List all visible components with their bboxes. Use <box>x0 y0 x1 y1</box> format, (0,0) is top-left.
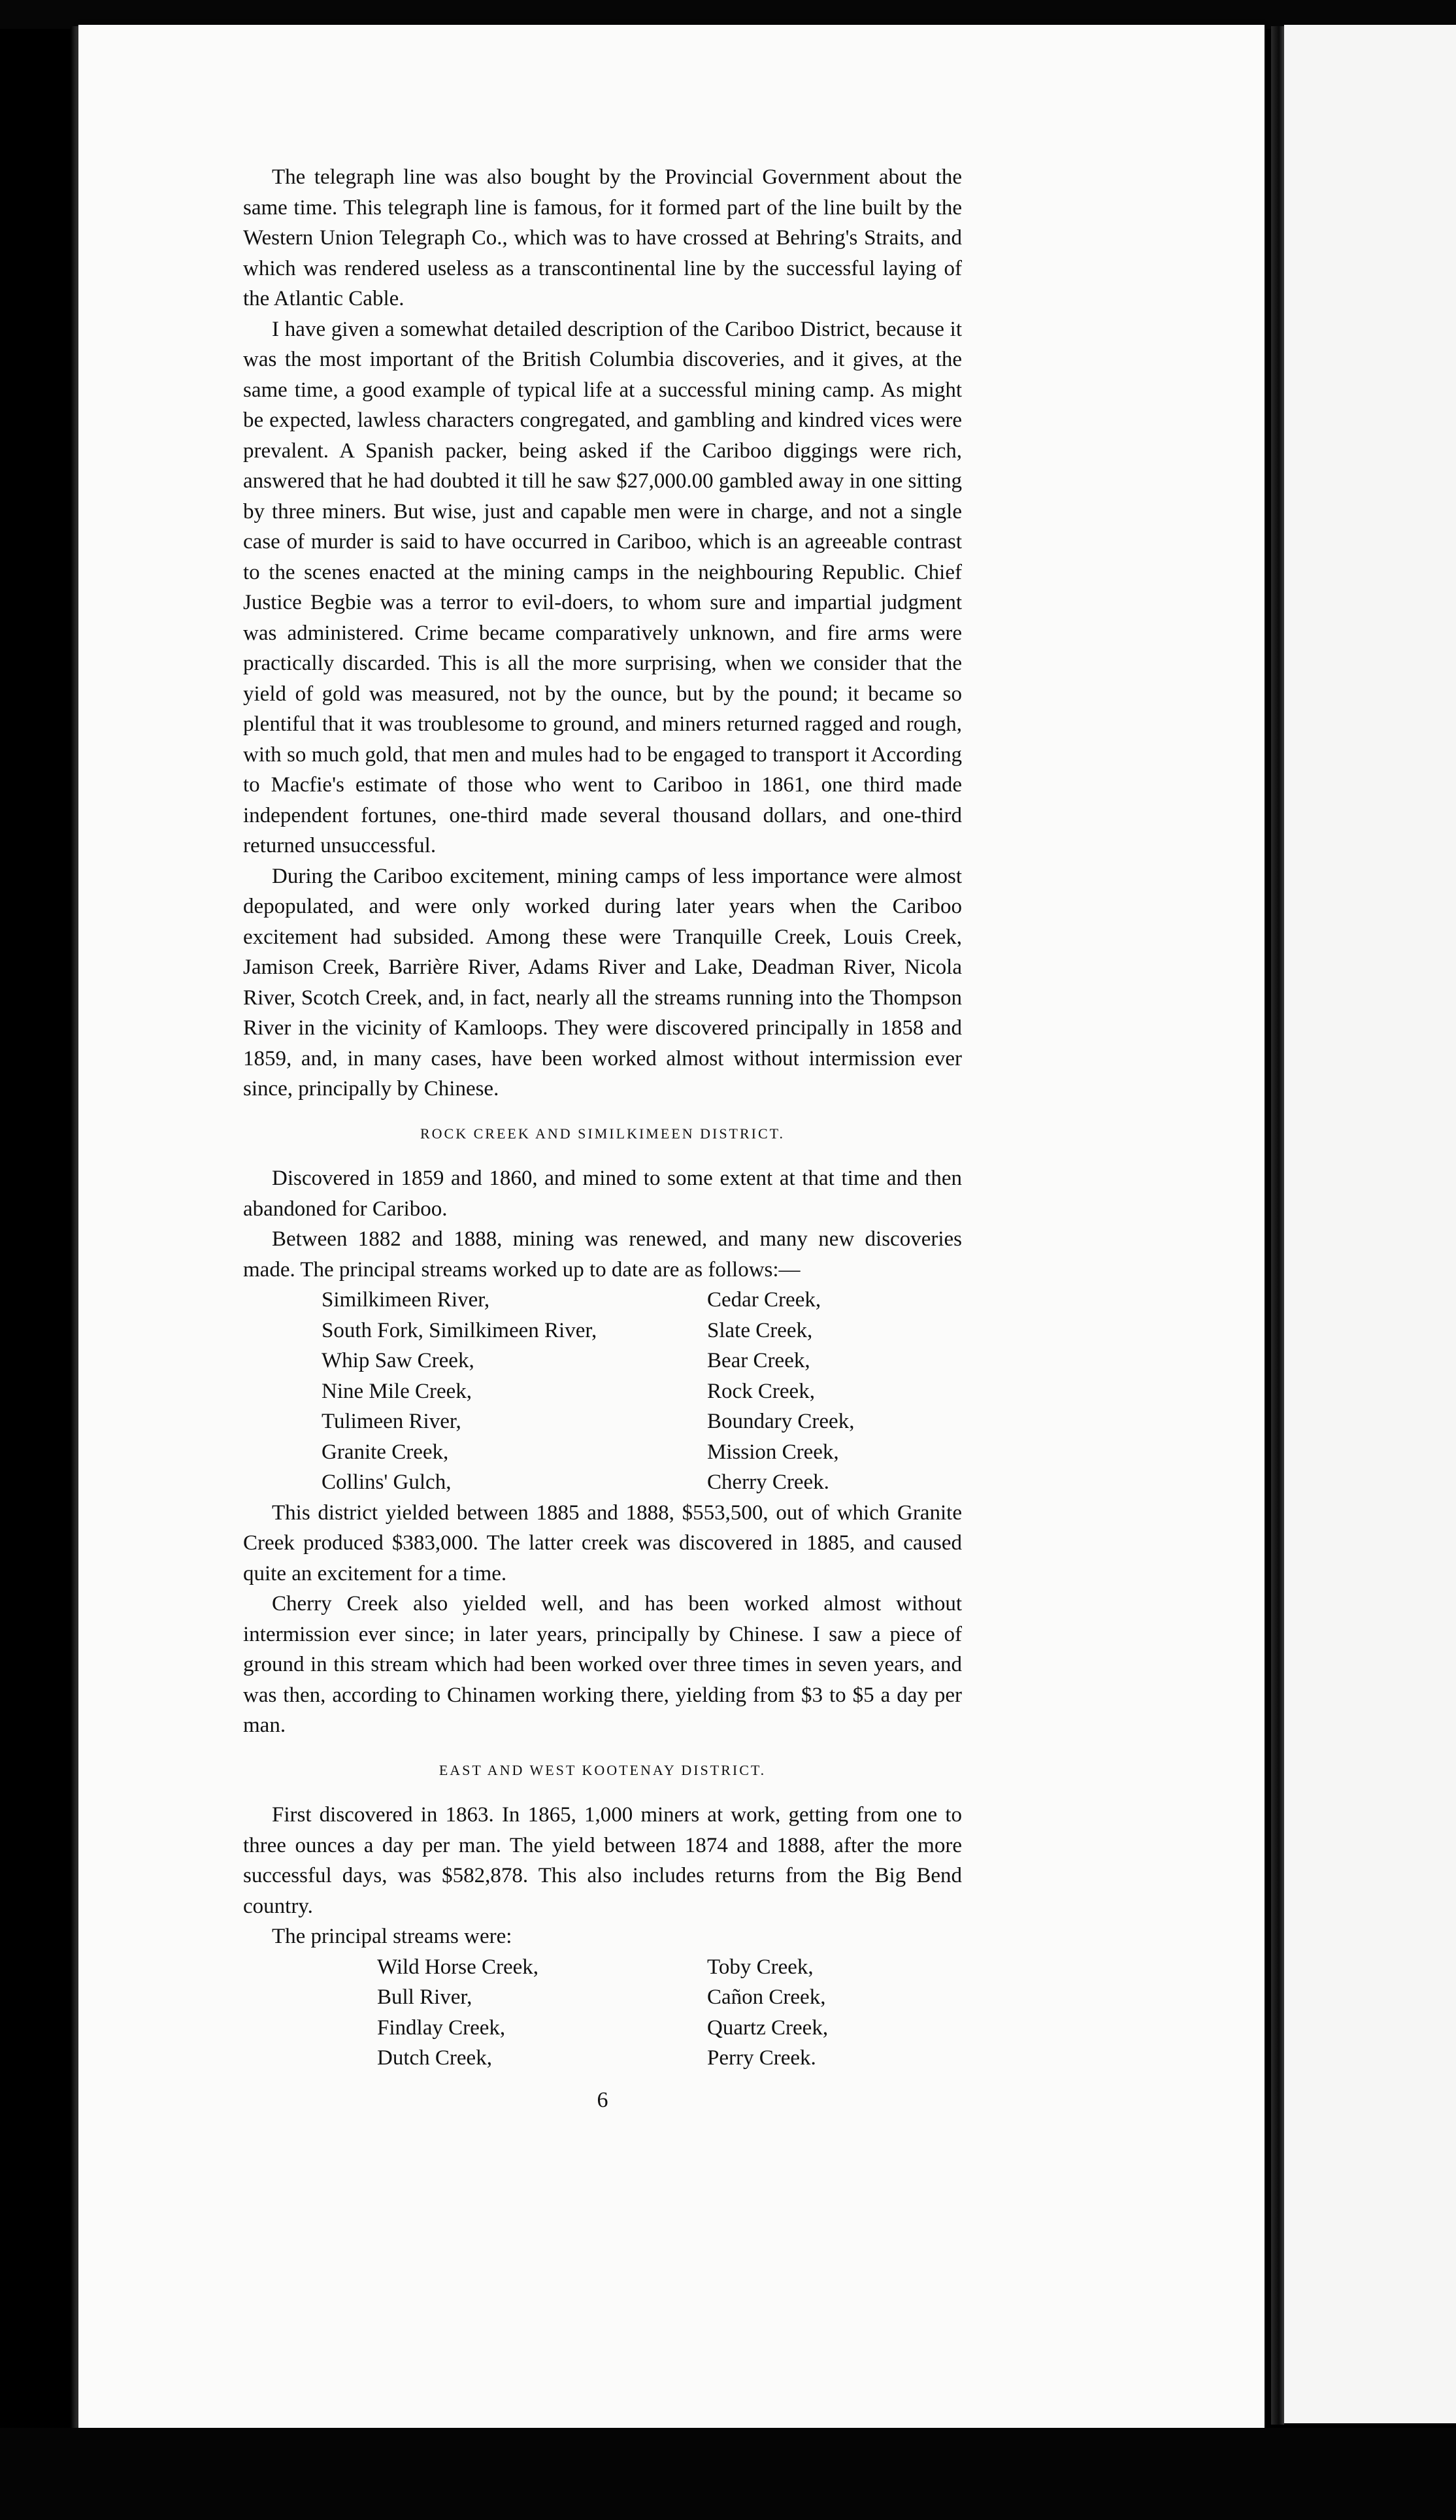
list-item: Mission Creek, <box>707 1440 839 1464</box>
paragraph-rock-discovered: Discovered in 1859 and 1860, and mined to some extent at that time and then abandoned for Cariboo. <box>243 1167 962 1221</box>
kootenay-streams-list <box>243 1952 962 2074</box>
list-item: Rock Creek, <box>707 1379 815 1403</box>
facing-page-strip <box>1284 25 1456 2423</box>
scan-bottom-edge <box>0 2428 1456 2520</box>
list-item: Toby Creek, <box>707 1955 814 1979</box>
paragraph-rock-renewed: Between 1882 and 1888, mining was renewed, and many new discoveries made. The principal streams worked up to date are as follows:— <box>243 1227 962 1282</box>
paragraph-cherry-creek: Cherry Creek also yielded well, and has been worked almost without intermission ever since; in later years, principally by Chinese. I saw a piece of ground in this stream which had been worked over three times in seven years, and was then, according to Chinamen working there, yielding from $3 to $5 a day per man. <box>243 1592 962 1737</box>
paragraph-telegraph: The telegraph line was also bought by the Provincial Government about the same time. This telegraph line is famous, for it formed part of the line built by the Western Union Telegraph Co., which was to have crossed at Behring's Straits, and which was rendered useless as a transcontinental line by the successful laying of the Atlantic Cable. <box>243 165 962 310</box>
paragraph-rock-yield: This district yielded between 1885 and 1888, $553,500, out of which Granite Creek produced $383,000. The latter creek was discovered in 1885, and caused quite an excitement for a time. <box>243 1500 962 1585</box>
list-item: Nine Mile Creek, <box>322 1379 472 1403</box>
list-item: Perry Creek. <box>707 2046 816 2070</box>
paragraph-kootenay-streams-intro: The principal streams were: <box>272 1925 512 1948</box>
list-item: Granite Creek, <box>322 1440 449 1464</box>
list-item: Cherry Creek. <box>707 1470 829 1494</box>
paragraph-cariboo: I have given a somewhat detailed description of the Cariboo District, because it was the most important of the British Columbia discoveries, and it gives, at the same time, a good example of typical life at a successful mining camp. As might be expected, lawless characters congregated, and gambling and kindred vices were prevalent. A Spanish packer, being asked if the Cariboo diggings were rich, answered that he had doubted it till he saw $27,000.00 gambled away in one sitting by three miners. But wise, just and capable men were in charge, and not a single case of murder is said to have occurred in Cariboo, which is an agreeable contrast to the scenes enacted at the mining camps in the neighbouring Republic. Chief Justice Begbie was a terror to evil-doers, to whom sure and impartial judgment was administered. Crime became comparatively unknown, and fire arms were practically discarded. This is all the more surprising, when we consider that the yield of gold was measured, not by the ounce, but by the pound; it became so plentiful that it was troublesome to ground, and miners returned ragged and rough, with so much gold, that men and mules had to be engaged to transport it According to Macfie's estimate of those who went to Cariboo in 1861, one third made independent fortunes, one-third made several thousand dollars, and one-third returned unsuccessful. <box>243 317 962 857</box>
list-item: Slate Creek, <box>707 1318 813 1342</box>
heading-rock-creek: ROCK CREEK AND SIMILKIMEEN DISTRICT. <box>420 1125 785 1142</box>
list-item: Cañon Creek, <box>707 1985 826 2009</box>
list-item: Findlay Creek, <box>377 2015 506 2040</box>
list-item: Bear Creek, <box>707 1349 810 1372</box>
heading-kootenay: EAST AND WEST KOOTENAY DISTRICT. <box>438 1761 767 1778</box>
list-item: Dutch Creek, <box>377 2046 492 2070</box>
list-item: Whip Saw Creek, <box>322 1349 474 1372</box>
list-item: Bull River, <box>377 1985 472 2009</box>
list-item: Collins' Gulch, <box>322 1470 452 1494</box>
page-gutter <box>1271 26 1284 2425</box>
list-item: Wild Horse Creek, <box>377 1955 539 1979</box>
list-item: Tulimeen River, <box>322 1410 461 1433</box>
list-item: South Fork, Similkimeen River, <box>322 1318 597 1342</box>
list-item: Similkimeen River, <box>322 1288 490 1312</box>
list-item: Boundary Creek, <box>707 1410 855 1433</box>
page-text <box>243 162 962 2115</box>
paragraph-kootenay-discovered: First discovered in 1863. In 1865, 1,000 miners at work, getting from one to three ounces a day per man. The yield between 1874 and 1888, after the more successful days, was $582,878. This also includes returns from the Big Bend country. <box>243 1803 962 1918</box>
rock-streams-list <box>243 1285 962 1498</box>
page-number: 6 <box>597 2087 608 2112</box>
list-item: Cedar Creek, <box>707 1288 821 1312</box>
list-item: Quartz Creek, <box>707 2015 829 2040</box>
paragraph-excitement: During the Cariboo excitement, mining camps of less importance were almost depopulated, and were only worked during later years when the Cariboo excitement had subsided. Among these were Tranquille Creek, Louis Creek, Jamison Creek, Barrière River, Adams River and Lake, Deadman River, Nicola River, Scotch Creek, and, in fact, nearly all the streams running into the Thompson River in the vicinity of Kamloops. They were discovered principally in 1858 and 1859, and, in many cases, have been worked almost without intermission ever since, principally by Chinese. <box>243 864 962 1101</box>
